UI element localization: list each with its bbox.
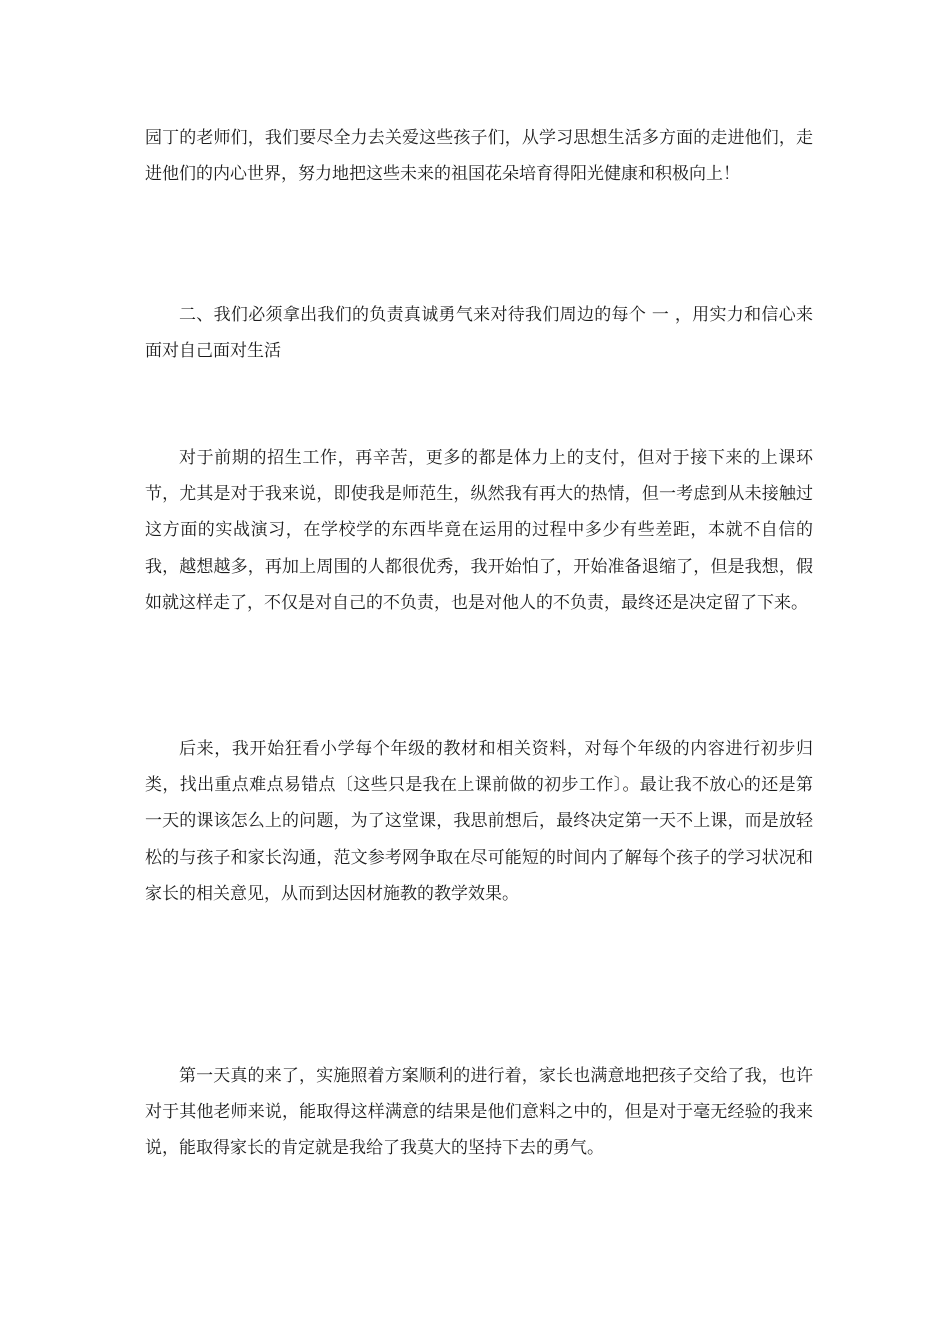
paragraph-first-day: 第一天真的来了，实施照着方案顺利的进行着，家长也满意地把孩子交给了我，也许对于其他老师来说，能取得这样满意的结果是他们意料之中的，但是对于毫无经验的我来说，能取得家长的肯定就是我给了我莫大的坚持下去的勇气。	[145, 1066, 813, 1159]
paragraph-preparation: 后来，我开始狂看小学每个年级的教材和相关资料，对每个年级的内容进行初步归类，找出重点难点易错点〔这些只是我在上课前做的初步工作〕。最让我不放心的还是第一天的课该怎么上的问题，为了这堂课，我思前想后，最终决定第一天不上课，而是放轻松的与孩子和家长沟通，范文参考网争取在尽可能短的时间内了解每个孩子的学习状况和家长的相关意见，从而到达因材施教的教学效果。	[145, 739, 813, 904]
paragraph-continuation: 园丁的老师们，我们要尽全力去关爱这些孩子们，从学习思想生活多方面的走进他们，走进他们的内心世界，努力地把这些未来的祖国花朵培育得阳光健康和积极向上！	[145, 128, 813, 185]
paragraph-enrollment: 对于前期的招生工作，再辛苦，更多的都是体力上的支付，但对于接下来的上课环节，尤其是对于我来说，即使我是师范生，纵然我有再大的热情，但一考虑到从未接触过这方面的实战演习，在学校学的东西毕竟在运用的过程中多少有些差距，本就不自信的我，越想越多，再加上周围的人都很优秀，我开始怕了，开始准备退缩了，但是我想，假如就这样走了，不仅是对自己的不负责，也是对他人的不负责，最终还是决定留了下来。	[145, 448, 813, 613]
paragraph-section-heading: 二、我们必须拿出我们的负责真诚勇气来对待我们周边的每个 一 ，用实力和信心来面对自己面对生活	[145, 305, 813, 362]
